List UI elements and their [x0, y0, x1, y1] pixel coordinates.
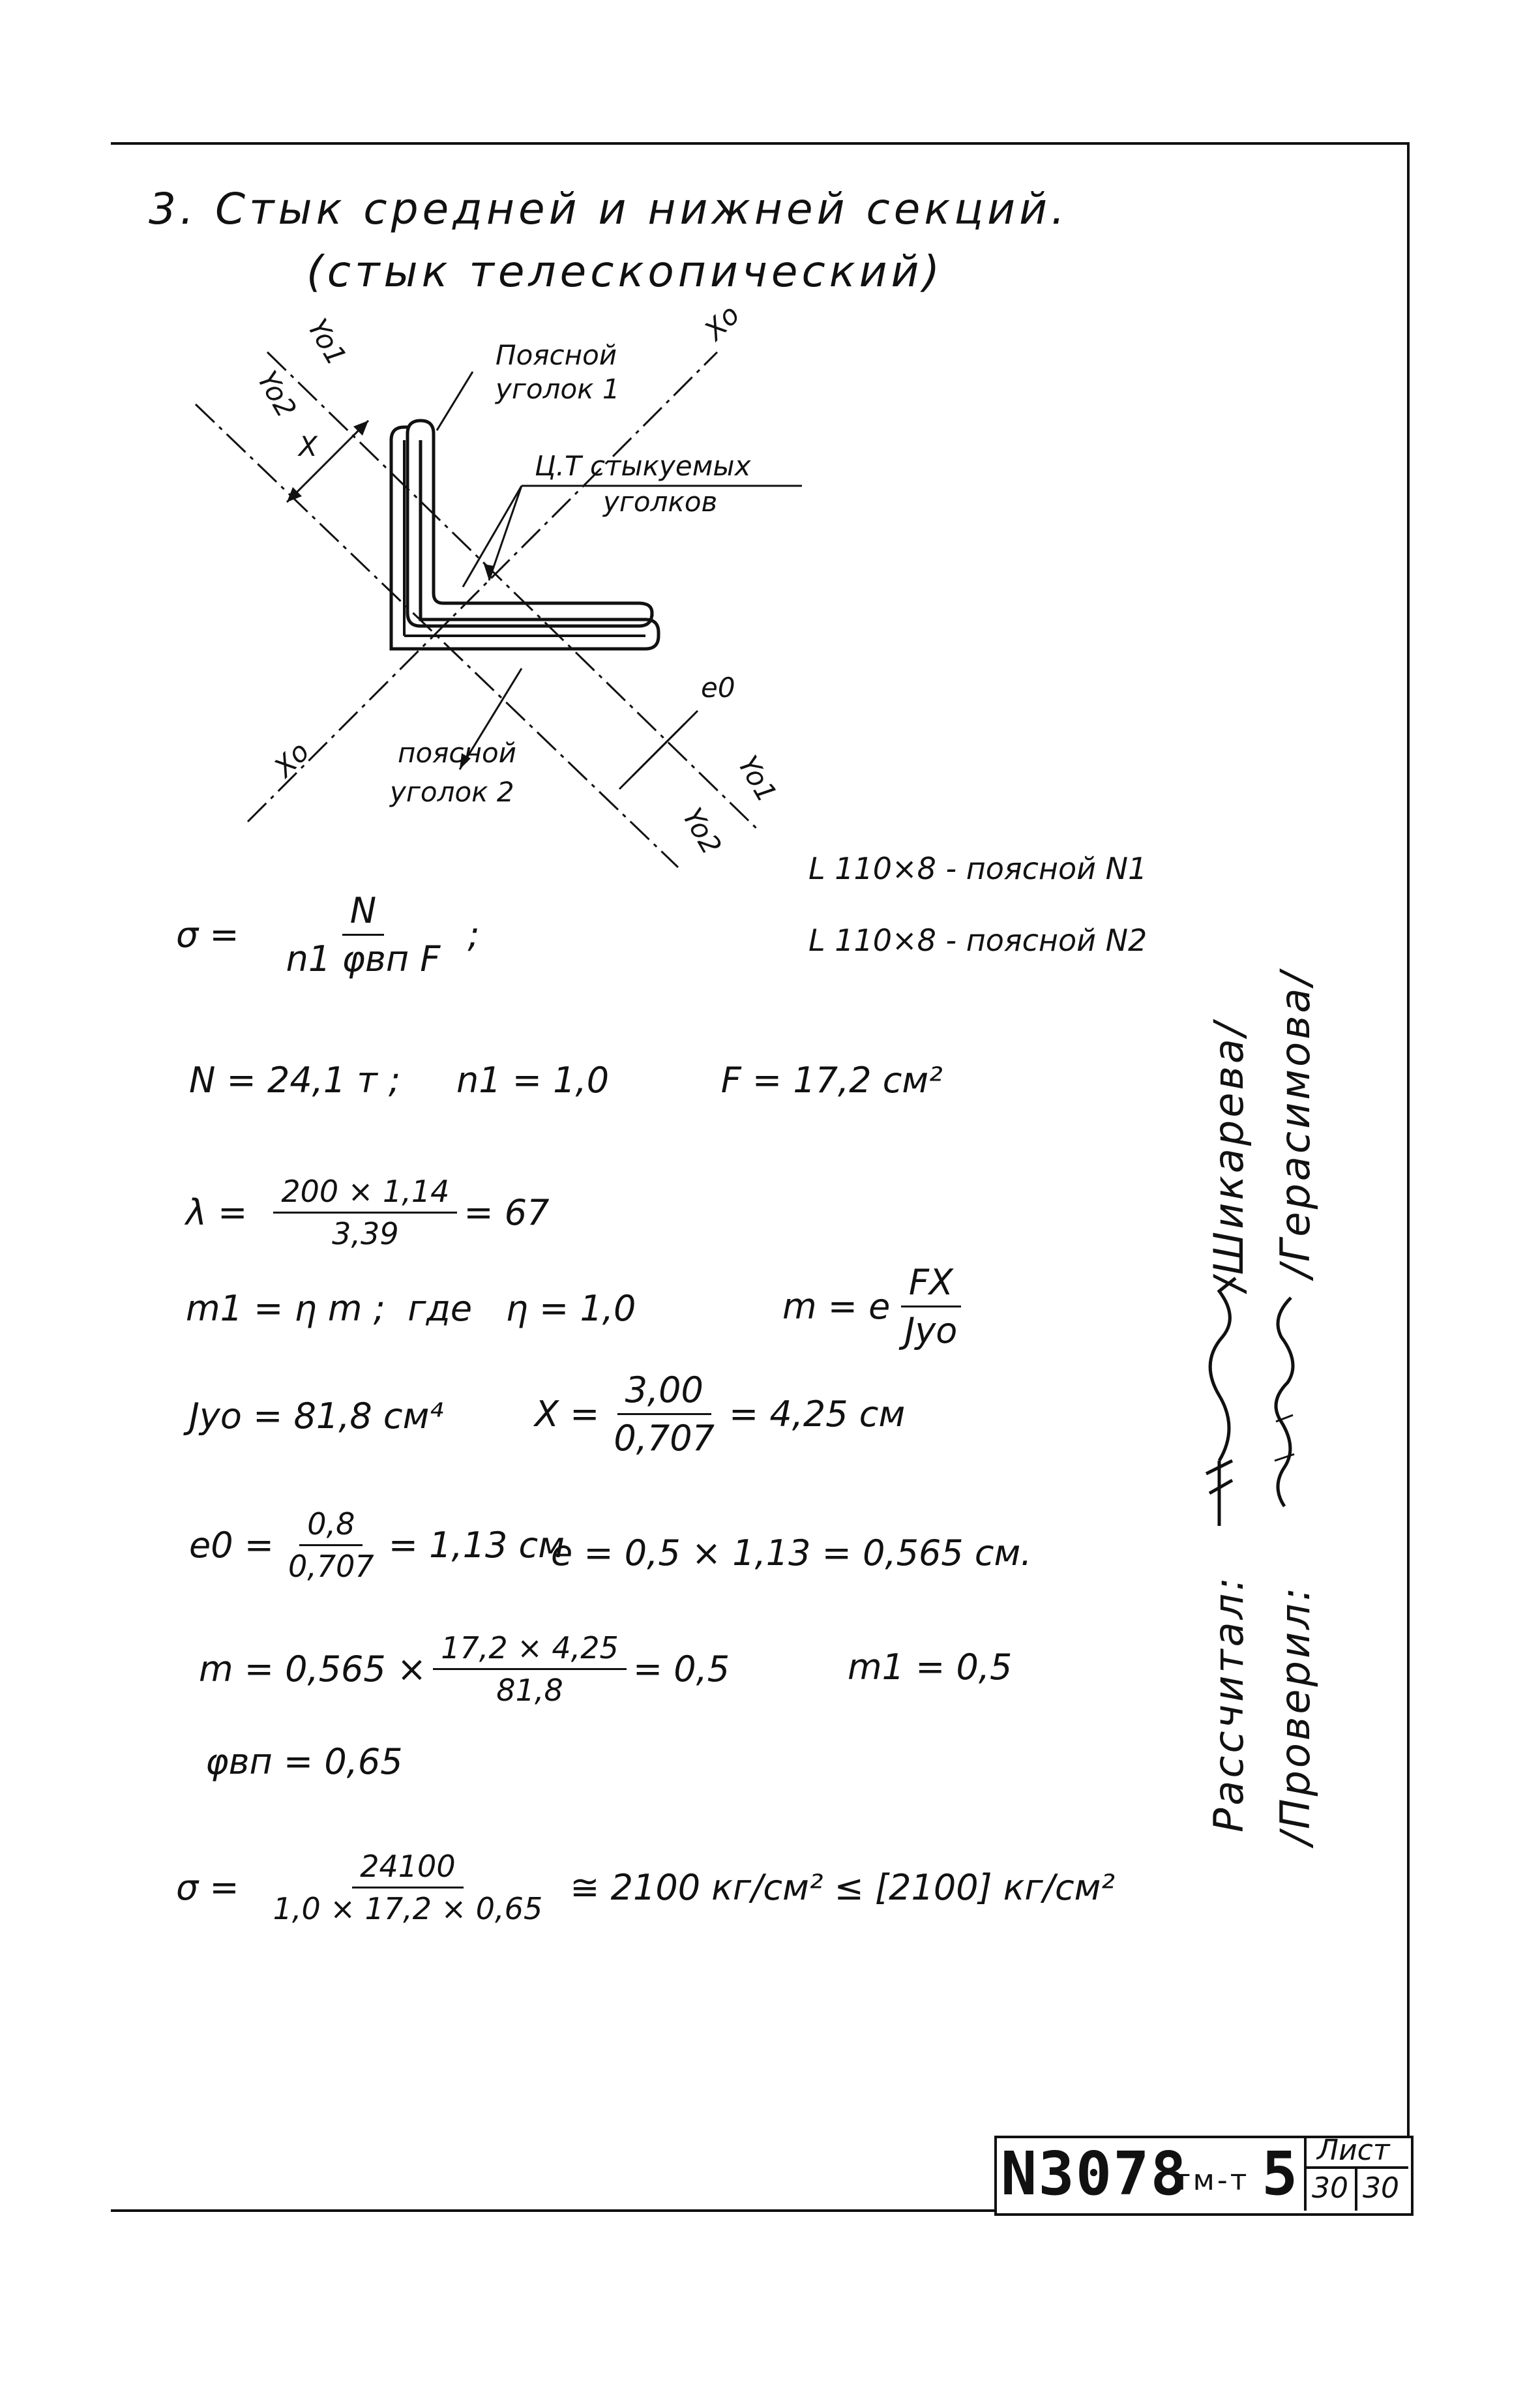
- top-border-line: [111, 142, 1408, 145]
- angle-2-label-line1: поясной: [398, 737, 516, 769]
- formula-x: [535, 1369, 905, 1459]
- right-border-line: [1407, 142, 1410, 2209]
- formula-lambda-fraction: [273, 1174, 457, 1251]
- formula-final-numerator: 24100: [352, 1849, 463, 1888]
- formula-m-calc-lhs: m = 0,565 ×: [199, 1649, 427, 1690]
- stamp-series: тм-т: [1174, 2164, 1250, 2197]
- formula-final-result: ≅ 2100 кг/см² ≤ [2100] кг/см²: [570, 1867, 1116, 1908]
- stamp-doc-number: N3078: [1001, 2139, 1188, 2209]
- formula-final-denominator: 1,0 × 17,2 × 0,65: [273, 1891, 543, 1926]
- stamp-sheet-right: 30: [1363, 2172, 1399, 2205]
- stamp-divider-vertical: [1304, 2136, 1307, 2211]
- axis-x-label: X: [299, 430, 318, 462]
- axis-y01-bottom-label: Yo1: [732, 750, 784, 808]
- formula-m-fraction: [896, 1262, 965, 1351]
- formula-m-calc: [199, 1630, 730, 1708]
- formula-m-denominator: Jyo: [904, 1310, 958, 1351]
- formula-m-lhs: m = e: [782, 1286, 891, 1327]
- formula-sigma-numerator: N: [342, 890, 384, 936]
- formula-m: [782, 1262, 971, 1351]
- formula-x-lhs: X =: [535, 1394, 600, 1435]
- formula-final-fraction: [265, 1849, 551, 1926]
- axis-y02-top-label: Yo2: [251, 365, 303, 423]
- formula-e0: [189, 1506, 565, 1584]
- formula-phi: φвп = 0,65: [205, 1741, 403, 1782]
- formula-sigma-lhs: σ =: [176, 914, 239, 955]
- formula-sigma: [176, 890, 480, 979]
- angle-1-label-line2: уголок 1: [496, 373, 620, 405]
- formula-x-fraction: [606, 1369, 722, 1459]
- formula-e0-denominator: 0,707: [288, 1549, 374, 1584]
- signature-calculated-label: Рассчитал:: [1205, 1574, 1252, 1832]
- angle-2-label-line2: уголок 2: [390, 776, 514, 808]
- formula-e0-lhs: e0 =: [189, 1525, 274, 1566]
- stamp-part: 5: [1262, 2139, 1298, 2209]
- signature-checked-name: /Герасимова/: [1271, 969, 1319, 1278]
- formula-lambda-result: = 67: [464, 1192, 550, 1233]
- leader-angle-1: [437, 372, 473, 430]
- section-subtitle: (стык телескопический): [306, 246, 944, 297]
- handwritten-signature-1: [1193, 1265, 1245, 1539]
- given-values: N = 24,1 т ; n1 = 1,0 F = 17,2 см²: [189, 1060, 943, 1101]
- formula-jyo: Jyo = 81,8 см⁴: [189, 1395, 443, 1437]
- stamp-divider-sheet: [1355, 2166, 1357, 2211]
- formula-x-numerator: 3,00: [617, 1369, 711, 1415]
- formula-m-calc-fraction: [433, 1630, 627, 1708]
- formula-x-denominator: 0,707: [614, 1418, 715, 1459]
- axis-y01-top-label: Yo1: [301, 313, 353, 371]
- formula-lambda-numerator: 200 × 1,14: [273, 1174, 457, 1214]
- formula-sigma-denominator: n1 φвп F: [286, 938, 441, 979]
- axis-x0-top-label: Xo: [698, 298, 746, 347]
- formula-x-result: = 4,25 см: [729, 1394, 906, 1435]
- angle-profile-1: L 110×8 - поясной N1: [808, 851, 1148, 886]
- formula-m-calc-denominator: 81,8: [496, 1673, 563, 1708]
- stamp-sheet-label: Лист: [1317, 2134, 1390, 2167]
- formula-m-numerator: FX: [901, 1262, 961, 1307]
- angle-profile-2: L 110×8 - поясной N2: [808, 923, 1148, 958]
- formula-e: e = 0,5 × 1,13 = 0,565 см.: [551, 1532, 1032, 1574]
- formula-final-sigma: [176, 1849, 1115, 1926]
- formula-e0-fraction: [280, 1506, 382, 1584]
- e0-label: e0: [701, 672, 735, 704]
- section-title: 3. Стык средней и нижней секций.: [149, 184, 1069, 234]
- formula-lambda-denominator: 3,39: [332, 1216, 399, 1251]
- formula-final-lhs: σ =: [176, 1867, 239, 1908]
- formula-m1-definition: m1 = η m ; где η = 1,0: [186, 1288, 636, 1329]
- axis-x0-bottom-label: Xo: [267, 735, 316, 784]
- formula-lambda-lhs: λ =: [186, 1192, 248, 1233]
- formula-m-calc-numerator: 17,2 × 4,25: [433, 1630, 627, 1670]
- formula-sigma-fraction: [278, 890, 449, 979]
- center-label-line1: Ц.Т стыкуемых: [535, 450, 751, 482]
- stamp-sheet-left: 30: [1312, 2172, 1348, 2205]
- formula-sigma-end: ;: [467, 914, 480, 955]
- axis-y02-bottom-label: Yo2: [676, 802, 728, 860]
- signature-checked-label: /Проверил:: [1271, 1585, 1319, 1845]
- center-label-line2: уголков: [603, 486, 718, 518]
- signature-calculated-name: /Шикарева/: [1205, 1020, 1252, 1291]
- formula-e0-numerator: 0,8: [299, 1506, 363, 1546]
- angle-1-label-line1: Поясной: [496, 339, 617, 371]
- handwritten-signature-2: [1262, 1291, 1307, 1513]
- formula-m1-result: m1 = 0,5: [848, 1647, 1013, 1688]
- formula-e0-result: = 1,13 см: [388, 1525, 565, 1566]
- formula-lambda: [186, 1174, 550, 1251]
- formula-m-calc-result: = 0,5: [632, 1649, 730, 1690]
